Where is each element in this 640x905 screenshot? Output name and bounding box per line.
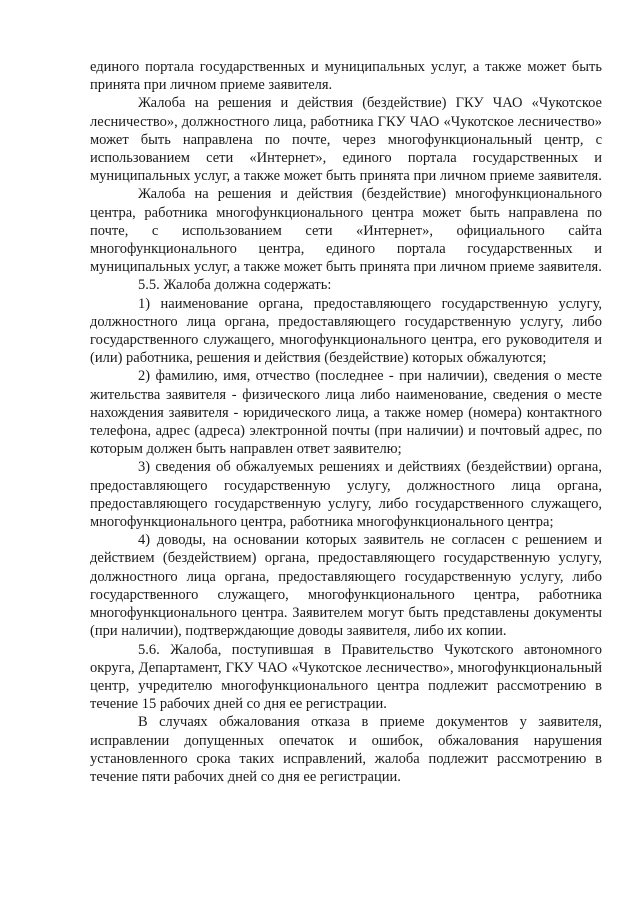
document-page	[90, 58, 602, 786]
list-item-1: 1) наименование органа, предоставляющего государственную услугу, должностного лица органа, предоставляющего государственную услугу, либо государственного служащего, многофункционального центра, его руководителя и (или) работника, решения и действия (бездействие) которых обжалуются;	[90, 295, 602, 367]
paragraph-complaint-mfc: Жалоба на решения и действия (бездействие) многофункционального центра, работника многофункционального центра может быть направлена по почте, с использованием сети «Интернет», официального сайта многофункционального центра, единого портала государственных и муниципальных услуг, а также может быть принята при личном приеме заявителя.	[90, 186, 602, 276]
paragraph-section-5-5: 5.5. Жалоба должна содержать:	[138, 277, 332, 294]
paragraph-complaint-gku: Жалоба на решения и действия (бездействие) ГКУ ЧАО «Чукотское лесничество», должностного лица, работника ГКУ ЧАО «Чукотское лесничество» может быть направлена по почте, через многофункциональный центр, с использованием сети «Интернет», единого портала государственных и муниципальных услуг, а также может быть принята при личном приеме заявителя.	[90, 95, 602, 185]
paragraph-portal-continuation: единого портала государственных и муниципальных услуг, а также может быть принята при личном приеме заявителя.	[90, 59, 602, 94]
paragraph-refusal-cases: В случаях обжалования отказа в приеме документов у заявителя, исправлении допущенных опечаток и ошибок, обжалования нарушения установленного срока таких исправлений, жалоба подлежит рассмотрению в течение пяти рабочих дней со дня ее регистрации.	[90, 714, 602, 785]
list-item-2: 2) фамилию, имя, отчество (последнее - при наличии), сведения о месте жительства заявителя - физического лица либо наименование, сведения о месте нахождения заявителя - юридического лица, а также номер (номера) контактного телефона, адрес (адреса) электронной почты (при наличии) и почтовый адрес, по которым должен быть направлен ответ заявителю;	[90, 368, 602, 458]
list-item-3: 3) сведения об обжалуемых решениях и действиях (бездействии) органа, предоставляющего государственную услугу, должностного лица органа, предоставляющего государственную услугу, либо государственного служащего, многофункционального центра, работника многофункционального центра;	[90, 459, 602, 531]
paragraph-section-5-6: 5.6. Жалоба, поступившая в Правительство Чукотского автономного округа, Департамент, ГКУ ЧАО «Чукотское лесничество», многофункциональный центр, учредителю многофункционального центра подлежит рассмотрению в течение 15 рабочих дней со дня ее регистрации.	[90, 641, 602, 713]
list-item-4: 4) доводы, на основании которых заявитель не согласен с решением и действием (бездействием) органа, предоставляющего государственную услугу, должностного лица органа, предоставляющего государственную услугу, либо государственного служащего, многофункционального центра, работника многофункционального центра. Заявителем могут быть представлены документы (при наличии), подтверждающие доводы заявителя, либо их копии.	[90, 532, 602, 640]
